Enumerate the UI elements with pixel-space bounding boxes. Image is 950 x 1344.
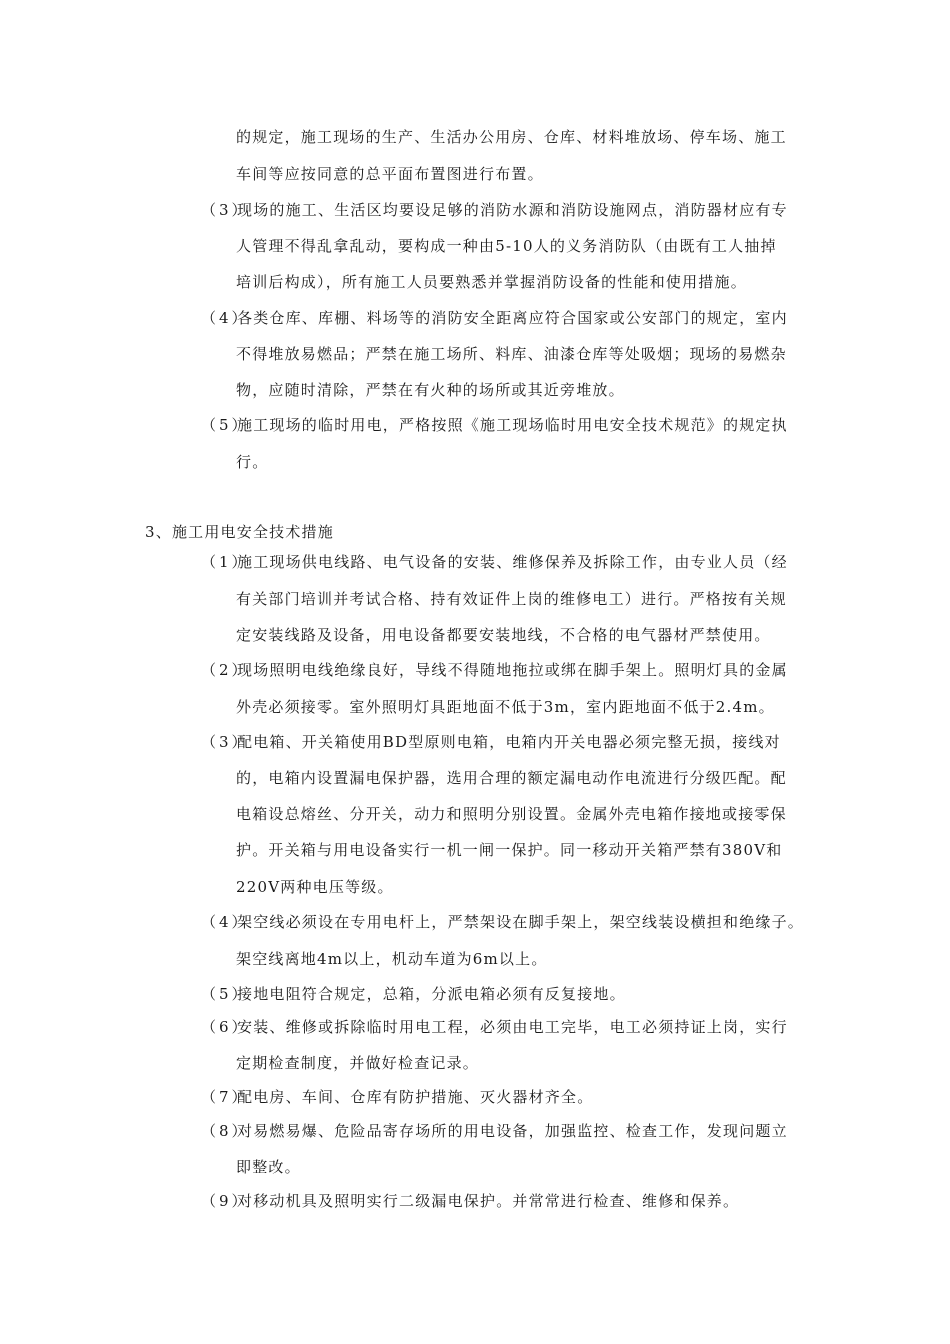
item-text: 现场照明电线绝缘良好，导线不得随地拖拉或绑在脚手架上。照明灯具的金属: [237, 661, 788, 679]
item-text: 安装、维修或拆除临时用电工程，必须由电工完毕，电工必须持证上岗，实行: [237, 1018, 788, 1036]
item-text: 架空线必须设在专用电杆上，严禁架设在脚手架上，架空线装设横担和绝缘子。: [237, 913, 805, 931]
paragraph-line: 护。开关箱与用电设备实行一机一闸一保护。同一移动开关箱严禁有380V和: [236, 841, 783, 859]
item-number: （5）: [201, 416, 250, 434]
item-number: （5）: [201, 985, 250, 1003]
list-item-electric-4: [201, 912, 804, 932]
item-text: 对易燃易爆、危险品寄存场所的用电设备，加强监控、检查工作，发现问题立: [237, 1122, 788, 1140]
list-item-electric-5: [201, 984, 626, 1004]
paragraph-line: 定期检查制度，并做好检查记录。: [236, 1054, 480, 1072]
list-item-electric-7: [201, 1087, 593, 1107]
paragraph-line: 培训后构成），所有施工人员要熟悉并掌握消防设备的性能和使用措施。: [236, 273, 747, 291]
list-item-electric-1: [201, 552, 788, 572]
item-number: （4）: [201, 913, 250, 931]
list-item-electric-6: [201, 1017, 788, 1037]
section-heading: 3、施工用电安全技术措施: [145, 523, 334, 541]
paragraph-line: 车间等应按同意的总平面布置图进行布置。: [236, 165, 544, 183]
item-number: （8）: [201, 1122, 250, 1140]
item-number: （7）: [201, 1088, 250, 1106]
paragraph-line: 的规定，施工现场的生产、生活办公用房、仓库、材料堆放场、停车场、施工: [236, 128, 787, 146]
paragraph-line: 物，应随时清除，严禁在有火种的场所或其近旁堆放。: [236, 381, 625, 399]
paragraph-line: 架空线离地4m以上，机动车道为6m以上。: [236, 950, 548, 968]
item-number: （4）: [201, 309, 250, 327]
paragraph-line: 即整改。: [236, 1158, 301, 1176]
paragraph-line: 电箱设总熔丝、分开关，动力和照明分别设置。金属外壳电箱作接地或接零保: [236, 805, 787, 823]
item-number: （3）: [201, 201, 250, 219]
item-number: （3）: [201, 733, 250, 751]
paragraph-line: 的，电箱内设置漏电保护器，选用合理的额定漏电动作电流进行分级匹配。配: [236, 769, 787, 787]
list-item-fire-3: [201, 200, 788, 220]
list-item-electric-2: [201, 660, 788, 680]
list-item-electric-8: [201, 1121, 788, 1141]
paragraph-line: 行。: [236, 453, 269, 471]
paragraph-line: 220V两种电压等级。: [236, 878, 394, 896]
item-text: 各类仓库、库棚、料场等的消防安全距离应符合国家或公安部门的规定，室内: [237, 309, 788, 327]
paragraph-line: 不得堆放易燃品；严禁在施工场所、料库、油漆仓库等处吸烟；现场的易燃杂: [236, 345, 787, 363]
item-number: （9）: [201, 1192, 250, 1210]
item-text: 现场的施工、生活区均要设足够的消防水源和消防设施网点，消防器材应有专: [237, 201, 788, 219]
paragraph-line: 人管理不得乱拿乱动，要构成一种由5-10人的义务消防队（由既有工人抽掉: [236, 237, 777, 255]
paragraph-line: 外壳必须接零。室外照明灯具距地面不低于3m，室内距地面不低于2.4m。: [236, 698, 775, 716]
item-text: 配电房、车间、仓库有防护措施、灭火器材齐全。: [237, 1088, 594, 1106]
item-text: 施工现场供电线路、电气设备的安装、维修保养及拆除工作，由专业人员（经: [237, 553, 788, 571]
item-text: 接地电阻符合规定，总箱，分派电箱必须有反复接地。: [237, 985, 626, 1003]
item-number: （2）: [201, 661, 250, 679]
item-text: 配电箱、开关箱使用BD型原则电箱，电箱内开关电器必须完整无损，接线对: [237, 733, 781, 751]
list-item-fire-5: [201, 415, 788, 435]
item-text: 对移动机具及照明实行二级漏电保护。并常常进行检查、维修和保养。: [237, 1192, 740, 1210]
list-item-electric-3: [201, 732, 781, 752]
item-number: （1）: [201, 553, 250, 571]
item-number: （6）: [201, 1018, 250, 1036]
item-text: 施工现场的临时用电，严格按照《施工现场临时用电安全技术规范》的规定执: [237, 416, 788, 434]
list-item-fire-4: [201, 308, 788, 328]
paragraph-line: 定安装线路及设备，用电设备都要安装地线，不合格的电气器材严禁使用。: [236, 626, 771, 644]
list-item-electric-9: [201, 1191, 739, 1211]
paragraph-line: 有关部门培训并考试合格、持有效证件上岗的维修电工）进行。严格按有关规: [236, 590, 787, 608]
